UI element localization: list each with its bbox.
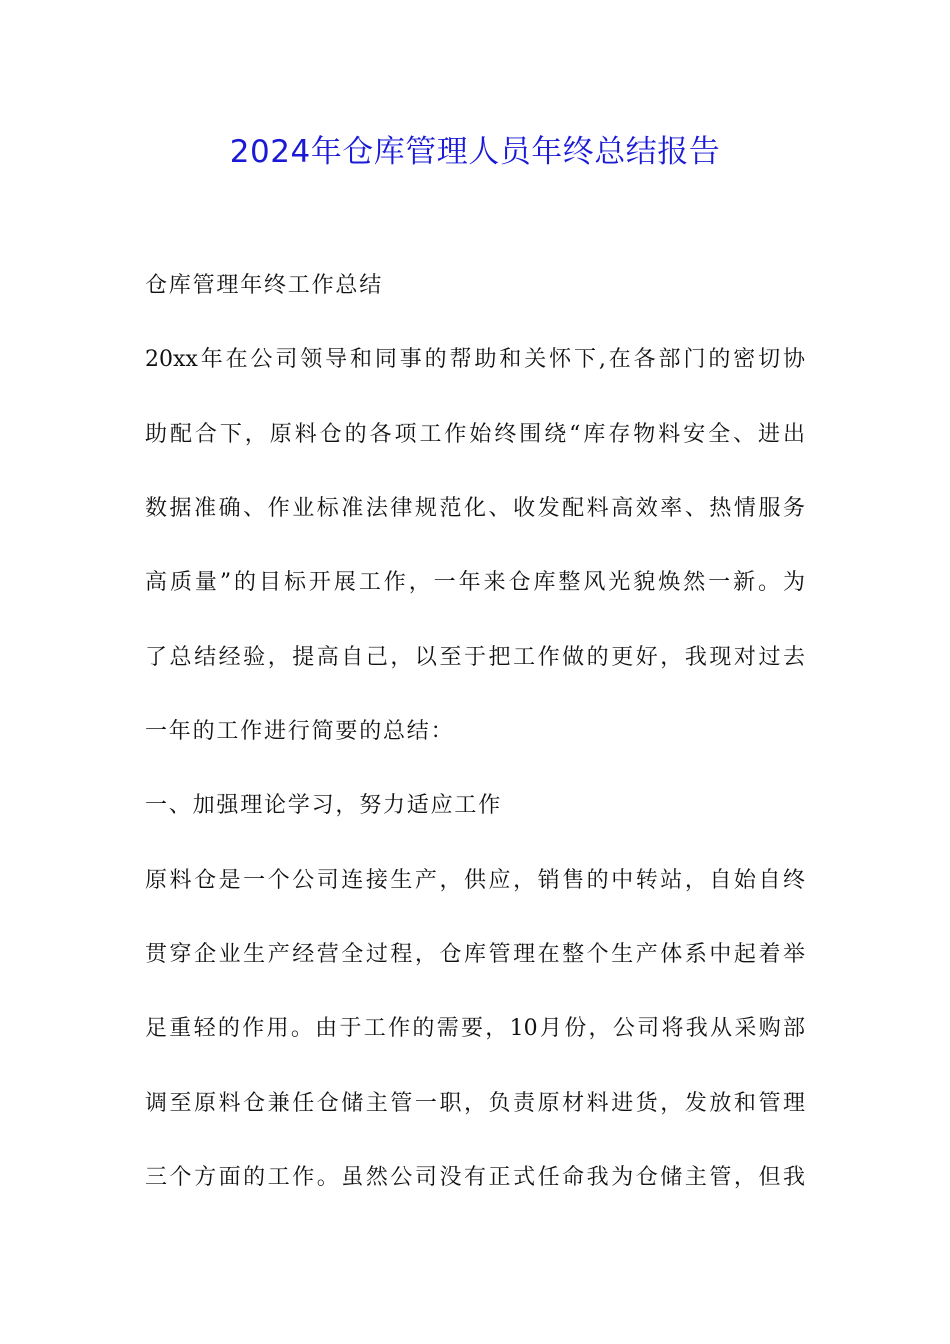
paragraph-line: 了总结经验，提高自己，以至于把工作做的更好，我现对过去 [145,645,805,670]
subtitle: 仓库管理年终工作总结 [145,273,384,298]
paragraph-line: 高质量”的目标开展工作，一年来仓库整风光貌焕然一新。为 [145,570,805,595]
document-title: 2024年仓库管理人员年终总结报告 [229,134,721,170]
paragraph-line: 一年的工作进行简要的总结： [145,719,455,744]
section-heading: 一、加强理论学习，努力适应工作 [145,793,503,818]
paragraph-line: 数据准确、作业标准法律规范化、收发配料高效率、热情服务 [145,496,805,521]
paragraph-line: 助配合下，原料仓的各项工作始终围绕“库存物料安全、进出 [145,422,805,447]
paragraph-line: 20xx年在公司领导和同事的帮助和关怀下,在各部门的密切协 [145,347,805,372]
paragraph-line: 贯穿企业生产经营全过程，仓库管理在整个生产体系中起着举 [145,942,805,967]
paragraph-line: 原料仓是一个公司连接生产，供应，销售的中转站，自始自终 [145,868,805,893]
paragraph-line: 足重轻的作用。由于工作的需要，10月份，公司将我从采购部 [145,1016,805,1041]
paragraph-line: 调至原料仓兼任仓储主管一职，负责原材料进货，发放和管理 [145,1091,805,1116]
paragraph-line: 三个方面的工作。虽然公司没有正式任命我为仓储主管，但我 [145,1165,805,1190]
